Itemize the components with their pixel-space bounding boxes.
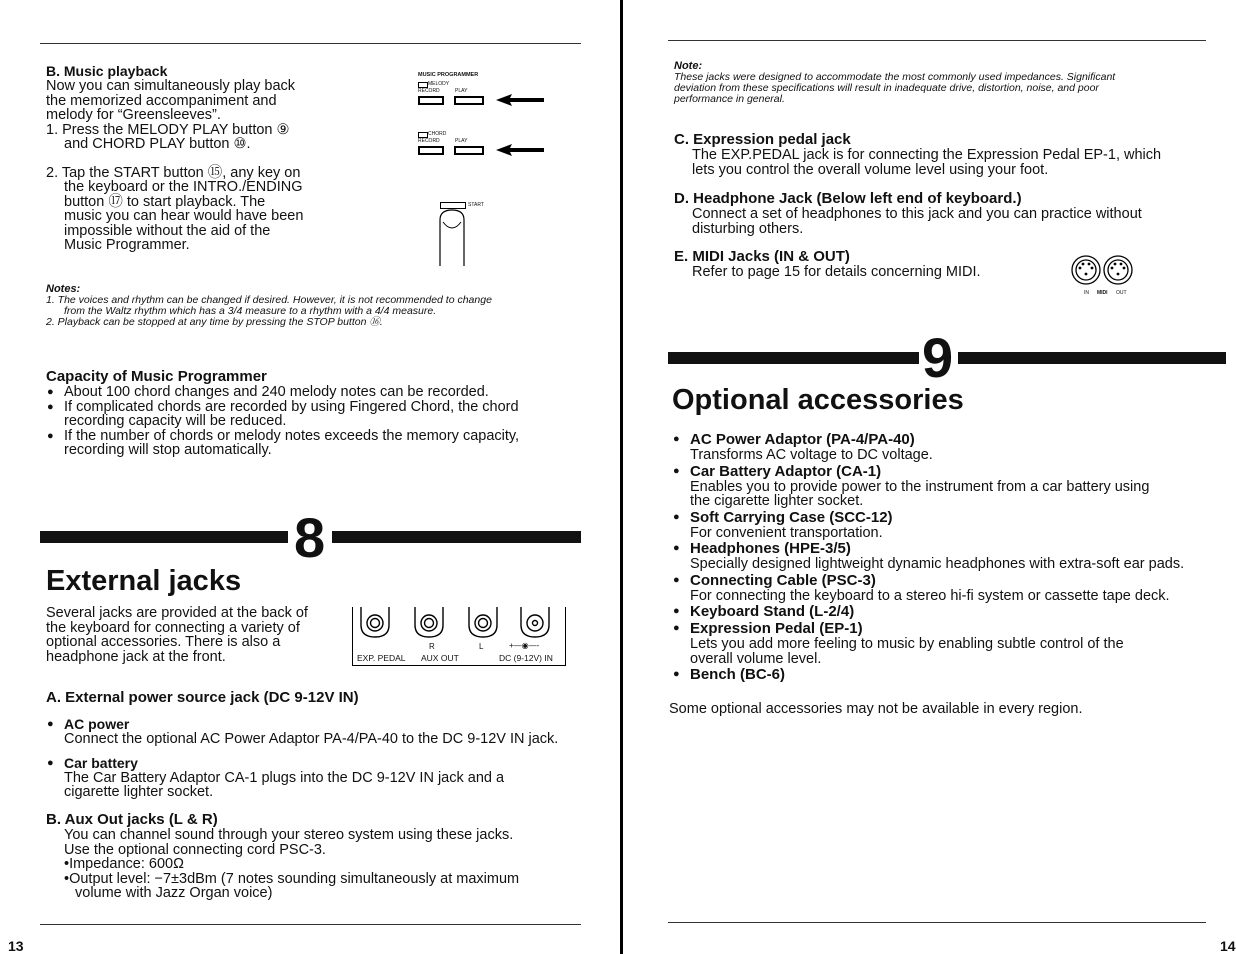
- section-line: disturbing others.: [692, 220, 804, 237]
- jack-panel-diagram: [352, 607, 566, 666]
- list-item: ● If the number of chords or melody notes exceeds the memory capacity,: [46, 429, 606, 444]
- list-item-cont: recording will stop automatically.: [64, 442, 272, 458]
- accessory-desc: Specially designed lightweight dynamic headphones with extra-soft ear pads.: [690, 556, 1185, 572]
- aux-line: Use the optional connecting cord PSC-3.: [64, 841, 326, 858]
- intro-line: headphone jack at the front.: [46, 648, 226, 665]
- notes-block: [46, 283, 606, 328]
- top-rule: [40, 43, 581, 44]
- page-number: 13: [8, 938, 24, 954]
- intro-line: Several jacks are provided at the back of: [46, 605, 308, 621]
- note-line: These jacks were designed to accommodate the most commonly used impedances. Significant: [674, 71, 1116, 83]
- notes-heading: Notes:: [46, 283, 81, 295]
- record-button-graphic: [418, 146, 444, 155]
- note-item: 2. Playback can be stopped at any time by pressing the STOP button ⑯.: [46, 316, 383, 328]
- top-rule: [668, 40, 1206, 41]
- midi-in-label: IN: [1084, 290, 1089, 296]
- aux-line: •Output level: −7±3dBm (7 notes sounding simultaneously at maximum: [64, 870, 520, 887]
- record-button-graphic: [418, 96, 444, 105]
- aux-out-label: AUX OUT: [421, 653, 459, 663]
- step-2-cont: the keyboard or the INTRO./ENDING: [64, 179, 303, 195]
- list-item-text: The Car Battery Adaptor CA-1 plugs into the DC 9-12V IN jack and a: [64, 769, 505, 786]
- accessory-title: ● Expression Pedal (EP-1): [672, 620, 1232, 637]
- play-button-graphic: [454, 146, 484, 155]
- play-button-graphic: [454, 96, 484, 105]
- intro-line: the keyboard for connecting a variety of: [46, 619, 300, 636]
- right-page: [628, 0, 1236, 954]
- music-playback-section: [46, 63, 386, 253]
- headphone-section: [674, 190, 1229, 236]
- accessory-title: ● Keyboard Stand (L-2/4): [672, 603, 1232, 620]
- chapter-bar: [668, 352, 919, 364]
- arrow-left-icon: [496, 93, 544, 107]
- chapter-bar: [40, 531, 288, 543]
- aux-section: [46, 811, 606, 901]
- chapter-title: Optional accessories: [672, 384, 964, 416]
- note-line: deviation from these specifications will result in inadequate drive, distortion, noise, and poor: [674, 82, 1099, 94]
- section-line: Refer to page 15 for details concerning MIDI.: [692, 264, 981, 280]
- note-heading: Note:: [674, 60, 703, 72]
- step-1: 1. Press the MELODY PLAY button ⑨: [46, 121, 290, 138]
- chapter-number: 9: [922, 326, 954, 389]
- accessory-desc: Transforms AC voltage to DC voltage.: [690, 447, 933, 463]
- aux-line: •Impedance: 600Ω: [64, 856, 184, 872]
- intro-line: the memorized accompaniment and: [46, 92, 277, 109]
- accessory-title: ● Soft Carrying Case (SCC-12): [672, 509, 1232, 526]
- chapter-bar: [332, 531, 581, 543]
- midi-section: [674, 248, 1074, 280]
- note-line: performance in general.: [674, 93, 785, 105]
- list-item: ● If complicated chords are recorded by using Fingered Chord, the chord: [46, 400, 606, 415]
- record-label: RECORD: [418, 138, 440, 144]
- jack-r-label: R: [429, 642, 435, 651]
- intro-line: melody for “Greensleeves”.: [46, 107, 221, 123]
- intro-line: optional accessories. There is also a: [46, 634, 281, 650]
- accessory-desc: Lets you add more feeling to music by enabling subtle control of the: [690, 636, 1124, 652]
- step-2-cont: impossible without the aid of the: [64, 222, 271, 239]
- midi-out-label: OUT: [1116, 290, 1127, 296]
- section-heading: A. External power source jack (DC 9-12V IN): [46, 689, 359, 706]
- record-label: RECORD: [418, 88, 440, 94]
- accessory-desc: overall volume level.: [690, 650, 822, 667]
- dc-in-label: DC (9-12V) IN: [499, 653, 553, 663]
- list-item-title: ● Car battery: [46, 755, 606, 771]
- left-page: [0, 0, 614, 954]
- midi-label: MIDI: [1097, 290, 1108, 296]
- bottom-rule: [40, 924, 581, 925]
- section-heading: B. Music playback: [46, 63, 168, 79]
- exp-pedal-label: EXP. PEDAL: [357, 653, 406, 663]
- play-label: PLAY: [455, 88, 468, 94]
- chapter-number: 8: [294, 506, 326, 569]
- power-section: [46, 689, 606, 800]
- accessory-title: ● Car Battery Adaptor (CA-1): [672, 463, 1232, 480]
- note-item: from the Waltz rhythm which has a 3/4 measure to a rhythm with a 4/4 measure.: [64, 305, 437, 317]
- accessory-desc: Enables you to provide power to the instrument from a car battery using: [690, 478, 1150, 495]
- footer-text: Some optional accessories may not be available in every region.: [669, 701, 1083, 717]
- accessory-title: ● Connecting Cable (PSC-3): [672, 572, 1232, 589]
- bottom-rule: [668, 922, 1206, 923]
- jacks-intro: [46, 606, 346, 664]
- finger-icon: [436, 208, 476, 268]
- section-heading: B. Aux Out jacks (L & R): [46, 811, 218, 828]
- list-item-title: ● AC power: [46, 716, 606, 732]
- section-heading: D. Headphone Jack (Below left end of keyboard.): [674, 190, 1022, 207]
- section-heading: C. Expression pedal jack: [674, 131, 851, 148]
- midi-jack-diagram: [1070, 254, 1134, 300]
- section-line: The EXP.PEDAL jack is for connecting the Expression Pedal EP-1, which: [692, 147, 1162, 163]
- section-line: Connect a set of headphones to this jack and you can practice without: [692, 206, 1142, 222]
- chapter-title: External jacks: [46, 565, 242, 597]
- accessory-desc: the cigarette lighter socket.: [690, 493, 864, 509]
- note-block: [674, 60, 1229, 105]
- aux-line: volume with Jazz Organ voice): [75, 885, 273, 901]
- intro-line: Now you can simultaneously play back: [46, 78, 296, 94]
- page-spine: [620, 0, 623, 954]
- accessory-list: [672, 431, 1232, 683]
- note-item: 1. The voices and rhythm can be changed if desired. However, it is not recommended to change: [46, 294, 492, 306]
- section-heading: E. MIDI Jacks (IN & OUT): [674, 248, 850, 265]
- diagram-title: MUSIC PROGRAMMER: [418, 72, 479, 78]
- polarity-label: +—◉—-: [509, 641, 540, 650]
- step-1-cont: and CHORD PLAY button ⑩.: [64, 136, 251, 152]
- play-label: PLAY: [455, 138, 468, 144]
- aux-line: You can channel sound through your stereo system using these jacks.: [64, 827, 514, 843]
- jack-l-label: L: [479, 642, 484, 651]
- accessory-desc: For convenient transportation.: [690, 524, 883, 541]
- midi-port-icon: [1070, 254, 1134, 288]
- melody-label: MELODY: [428, 81, 450, 87]
- arrow-left-icon: [496, 143, 544, 157]
- start-label: START: [468, 202, 484, 208]
- list-item: ● About 100 chord changes and 240 melody notes can be recorded.: [46, 385, 606, 400]
- music-programmer-diagram: [418, 72, 558, 272]
- jack-icons: [357, 607, 561, 643]
- section-line: lets you control the overall volume level using your foot.: [692, 161, 1049, 178]
- list-item-cont: recording capacity will be reduced.: [64, 413, 287, 429]
- accessory-title: ● Headphones (HPE-3/5): [672, 540, 1232, 557]
- step-2-cont: button ⑰ to start playback. The: [64, 193, 266, 210]
- accessory-title: ● Bench (BC-6): [672, 666, 1232, 683]
- list-item-text: cigarette lighter socket.: [64, 784, 214, 800]
- step-2-cont: music you can hear would have been: [64, 208, 304, 224]
- step-2: 2. Tap the START button ⑮, any key on: [46, 164, 301, 181]
- list-item-text: Connect the optional AC Power Adaptor PA-4/PA-40 to the DC 9-12V IN jack.: [64, 731, 559, 747]
- chapter-bar: [958, 352, 1226, 364]
- chord-label: CHORD: [428, 131, 447, 137]
- expression-section: [674, 131, 1229, 177]
- accessory-desc: For connecting the keyboard to a stereo hi-fi system or cassette tape deck.: [690, 587, 1170, 604]
- accessory-title: ● AC Power Adaptor (PA-4/PA-40): [672, 431, 1232, 448]
- step-2-cont: Music Programmer.: [64, 237, 190, 253]
- capacity-heading: Capacity of Music Programmer: [46, 368, 267, 385]
- capacity-section: [46, 368, 606, 458]
- page-number: 14: [1220, 938, 1236, 954]
